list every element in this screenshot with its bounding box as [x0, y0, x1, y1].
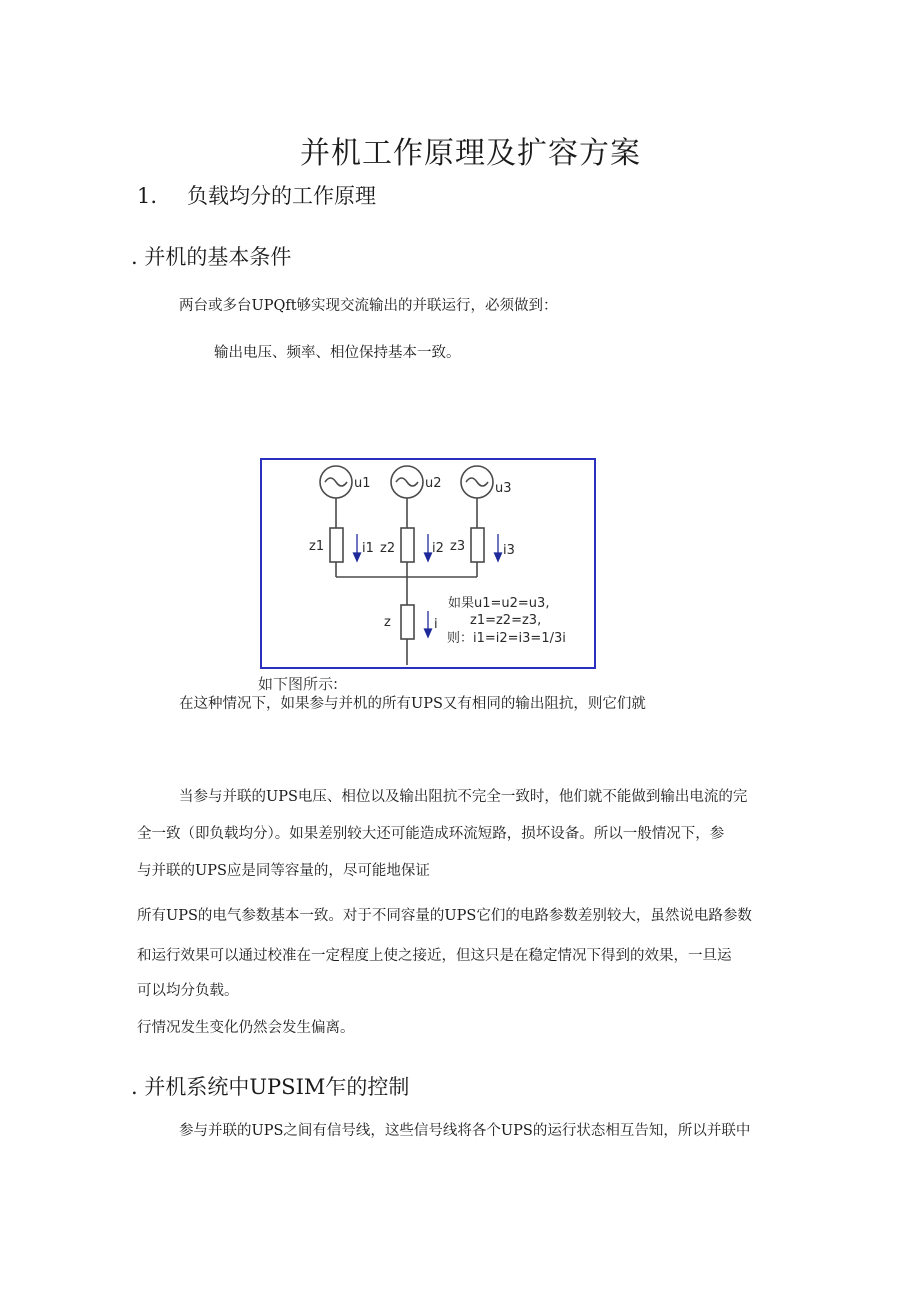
- paragraph-mismatch-line: 与并联的UPS应是同等容量的，尽可能地保证: [137, 863, 430, 879]
- note-line-2: z1=z2=z3,: [470, 613, 542, 628]
- label-u1: u1: [354, 476, 371, 491]
- section-heading: [137, 180, 376, 210]
- paragraph-control: 参与并联的UPS之间有信号线，这些信号线将各个UPS的运行状态相互告知，所以并联中: [179, 1123, 751, 1139]
- paragraph-mismatch-line: 全一致（即负载均分）。如果差别较大还可能造成环流短路，损坏设备。所以一般情况下，参: [137, 826, 725, 842]
- document-title: 并机工作原理及扩容方案: [300, 136, 641, 171]
- sine-icon: [466, 478, 488, 486]
- section-number: 1.: [137, 184, 158, 208]
- resistor-load: [401, 605, 414, 639]
- paragraph-mismatch-line: 和运行效果可以通过校准在一定程度上使之接近，但这只是在稳定情况下得到的效果，一旦运: [137, 948, 732, 964]
- label-i1: i1: [362, 541, 374, 556]
- paragraph-intro: 两台或多台UPQft够实现交流输出的并联运行，必须做到：: [179, 298, 558, 314]
- label-i2: i2: [432, 541, 444, 556]
- paragraph-mismatch-line: 行情况发生变化仍然会发生偏离。: [137, 1020, 355, 1036]
- subsection-heading-control: . 并机系统中UPSIM乍的控制: [131, 1075, 410, 1099]
- paragraph-condition: 输出电压、频率、相位保持基本一致。: [214, 345, 461, 361]
- label-i3: i3: [503, 543, 515, 558]
- label-z1: z1: [309, 539, 325, 554]
- arrow-down-icon: [354, 553, 361, 561]
- paragraph-mismatch-line: 所有UPS的电气参数基本一致。对于不同容量的UPS它们的电路参数差别较大，虽然说电路参数: [137, 908, 752, 924]
- subsection-heading-basic: . 并机的基本条件: [131, 245, 292, 269]
- label-i: i: [434, 617, 438, 632]
- resistor-z3: [471, 528, 484, 562]
- paragraph-mismatch-line: 可以均分负载。: [137, 983, 239, 999]
- circuit-svg: [262, 460, 594, 667]
- paragraph-mismatch-line: 当参与并联的UPS电压、相位以及输出阻抗不完全一致时，他们就不能做到输出电流的完: [179, 789, 748, 805]
- note-line-3: 则：i1=i2=i3=1/3i: [447, 631, 566, 646]
- paragraph-same-impedance: 在这种情况下，如果参与并机的所有UPS又有相同的输出阻抗，则它们就: [179, 696, 646, 712]
- sine-icon: [325, 478, 347, 486]
- resistor-z1: [330, 528, 343, 562]
- section-title: 负载均分的工作原理: [187, 184, 376, 208]
- figure-caption: 如下图所示:: [258, 675, 339, 693]
- label-u3: u3: [495, 481, 512, 496]
- sine-icon: [396, 478, 418, 486]
- label-u2: u2: [425, 476, 442, 491]
- arrow-down-icon: [495, 553, 502, 561]
- label-z: z: [384, 615, 391, 630]
- parallel-circuit-diagram: [260, 458, 596, 669]
- label-z2: z2: [380, 541, 396, 556]
- arrow-down-icon: [425, 629, 432, 637]
- arrow-down-icon: [425, 553, 432, 561]
- note-line-1: 如果u1=u2=u3,: [448, 596, 550, 611]
- label-z3: z3: [450, 539, 466, 554]
- resistor-z2: [401, 528, 414, 562]
